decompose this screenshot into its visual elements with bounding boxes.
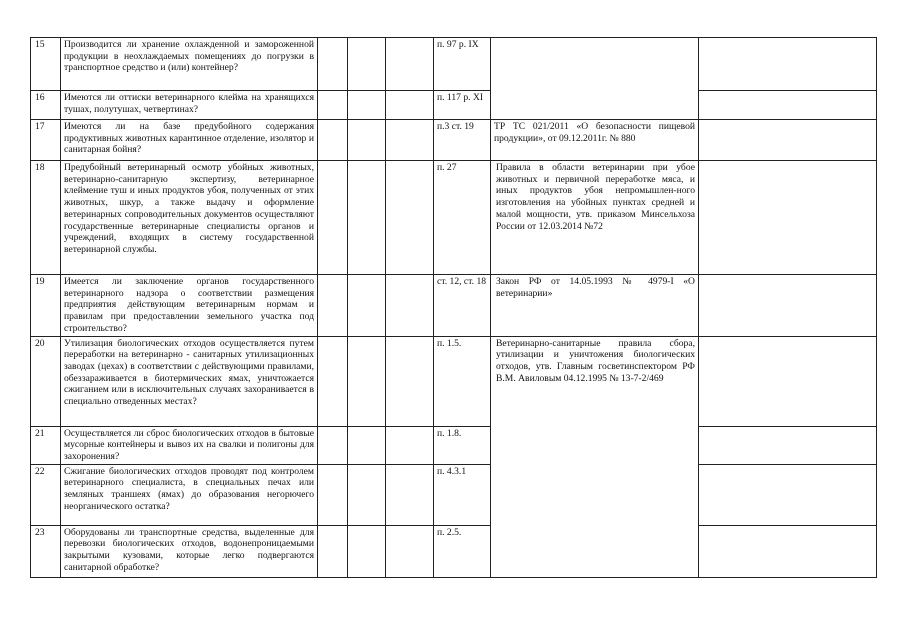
law-reference: Ветеринарно-санитарные правила сбора, утилизации и уничтожения биологических отходов, утв. Главным госветинспектором РФ В.М. Авиловым 04.12.1995 № 13-7-2/469	[491, 336, 699, 577]
answer-cell	[348, 525, 386, 577]
answer-cell	[318, 275, 348, 337]
article-ref: п. 27	[434, 161, 491, 275]
question-text: Производится ли хранение охлажденной и замороженной продукции в неохлаждаемых помещениях до погрузки в транспортное средство и (или) контейнер?	[61, 38, 318, 91]
article-ref: п. 97 р. IX	[434, 38, 491, 91]
answer-cell	[386, 275, 434, 337]
answer-cell	[386, 336, 434, 426]
law-reference: Правила в области ветеринарии при убое животных и первичной переработке мяса, и иных продуктов убоя непромышлен-ного изготовления на убойных пунктах средней и малой мощности, утв. приказом Минсельхоза России от 12.03.2014 №72	[491, 161, 699, 275]
row-number: 18	[31, 161, 61, 275]
question-text: Осуществляется ли сброс биологических отходов в бытовые мусорные контейнеры и вывоз их на свалки и полигоны для захоронения?	[61, 426, 318, 464]
answer-cell	[318, 120, 348, 161]
answer-cell	[318, 464, 348, 525]
question-text: Сжигание биологических отходов проводят под контролем ветеринарного специалиста, в специальных печах или земляных траншеях (ямах) до образования негорючего неорганического остатка?	[61, 464, 318, 525]
question-text: Оборудованы ли транспортные средства, выделенные для перевозки биологических отходов, водонепроницаемыми закрытыми кузовами, которые легко подвергаются санитарной обработке?	[61, 525, 318, 577]
table-row	[31, 38, 877, 91]
article-ref: п. 4.3.1	[434, 464, 491, 525]
answer-cell	[386, 161, 434, 275]
table-row	[31, 275, 877, 337]
answer-cell	[348, 336, 386, 426]
row-number: 22	[31, 464, 61, 525]
note-cell	[699, 336, 877, 426]
question-text: Имеется ли заключение органов государственного ветеринарного надзора о соответствии размещения предприятия действующим ветеринарным нормам и правилам при предоставлении земельного участка под строительство?	[61, 275, 318, 337]
answer-cell	[348, 161, 386, 275]
question-text: Имеются ли оттиски ветеринарного клейма на хранящихся тушах, полутушах, четвертинах?	[61, 91, 318, 120]
row-number: 16	[31, 91, 61, 120]
answer-cell	[348, 38, 386, 91]
table-row	[31, 120, 877, 161]
question-text: Утилизация биологических отходов осуществляется путем переработки на ветеринарно - санитарных утилизационных заводах (цехах) в соответствии с действующими правилами, обеззараживается в биотермических ямах, уничтожается сжиганием или в исключительных случаях захоранивается в специально отведенных местах?	[61, 336, 318, 426]
article-ref: ст. 12, ст. 18	[434, 275, 491, 337]
article-ref: п. 2.5.	[434, 525, 491, 577]
row-number: 21	[31, 426, 61, 464]
question-text: Предубойный ветеринарный осмотр убойных животных, ветеринарно-санитарную экспертизу, ветеринарное клеймение туш и иных продуктов убоя, полученных от этих животных, шкур, а также выдачу и оформление ветеринарных сопроводительных документов осуществляют государственные ветеринарные специалисты органов и учреждений, входящих в систему государственной ветеринарной службы.	[61, 161, 318, 275]
answer-cell	[348, 426, 386, 464]
law-reference: Закон РФ от 14.05.1993 № 4979-I «О ветеринарии»	[491, 275, 699, 337]
law-reference: ТР ТС 021/2011 «О безопасности пищевой продукции», от 09.12.2011г. № 880	[491, 120, 699, 161]
answer-cell	[318, 38, 348, 91]
note-cell	[699, 426, 877, 464]
row-number: 17	[31, 120, 61, 161]
table-row	[31, 426, 877, 464]
answer-cell	[386, 38, 434, 91]
row-number: 23	[31, 525, 61, 577]
answer-cell	[386, 91, 434, 120]
answer-cell	[318, 336, 348, 426]
row-number: 19	[31, 275, 61, 337]
answer-cell	[386, 426, 434, 464]
answer-cell	[386, 120, 434, 161]
table-row	[31, 525, 877, 577]
note-cell	[699, 91, 877, 120]
note-cell	[699, 464, 877, 525]
note-cell	[699, 120, 877, 161]
answer-cell	[318, 426, 348, 464]
answer-cell	[348, 120, 386, 161]
table-row	[31, 464, 877, 525]
article-ref: п. 117 р. XI	[434, 91, 491, 120]
answer-cell	[348, 275, 386, 337]
note-cell	[699, 275, 877, 337]
article-ref: п.3 ст. 19	[434, 120, 491, 161]
note-cell	[699, 525, 877, 577]
note-cell	[699, 161, 877, 275]
note-cell	[699, 38, 877, 91]
law-cell	[491, 38, 699, 120]
answer-cell	[318, 525, 348, 577]
question-text: Имеются ли на базе предубойного содержания продуктивных животных карантинное отделение, изолятор и санитарная бойня?	[61, 120, 318, 161]
row-number: 15	[31, 38, 61, 91]
answer-cell	[348, 464, 386, 525]
answer-cell	[386, 525, 434, 577]
table-row	[31, 161, 877, 275]
table-row	[31, 91, 877, 120]
answer-cell	[318, 91, 348, 120]
document-page	[30, 37, 877, 578]
checklist-table	[30, 37, 877, 578]
answer-cell	[348, 91, 386, 120]
answer-cell	[386, 464, 434, 525]
row-number: 20	[31, 336, 61, 426]
article-ref: п. 1.8.	[434, 426, 491, 464]
answer-cell	[318, 161, 348, 275]
article-ref: п. 1.5.	[434, 336, 491, 426]
table-row	[31, 336, 877, 426]
